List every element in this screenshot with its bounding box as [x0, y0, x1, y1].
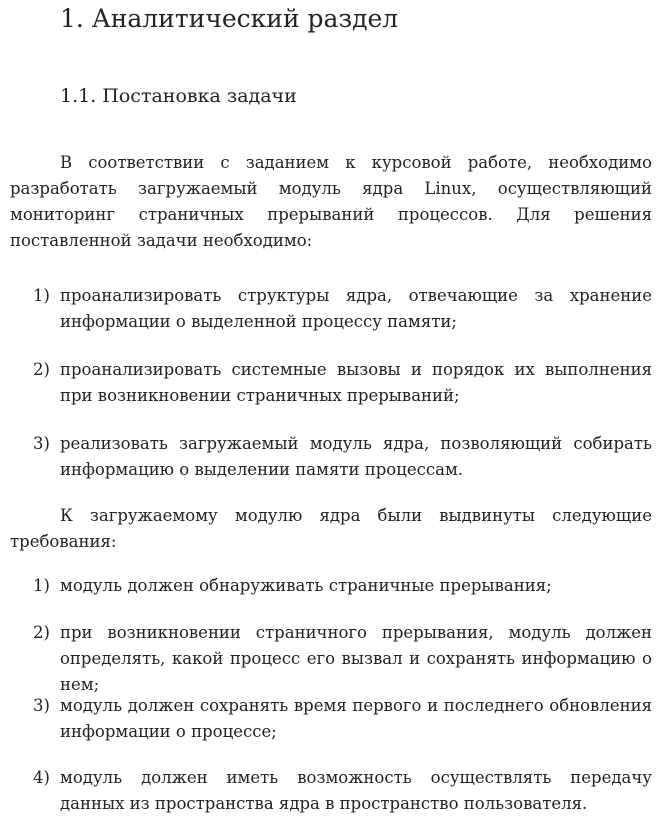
section-title: 1.1. Постановка задачи: [60, 85, 297, 107]
list-item: [0, 765, 666, 825]
list-item-number: 1): [33, 576, 50, 595]
requirements-paragraph: К загружаемому модулю ядра были выдвинуты следующие требования:: [10, 506, 652, 551]
list-item-number: 3): [33, 434, 50, 453]
list-item-number: 2): [33, 360, 50, 379]
list-item: [0, 573, 666, 620]
intro-paragraph: В соответствии с заданием к курсовой работе, необходимо разработать загружаемый модуль ядра Linux, осуществляющий мониторинг страничных прерываний процессов. Для решения поставленной задачи необходимо:: [10, 153, 652, 250]
list-item-text: проанализировать системные вызовы и порядок их выполнения при возникновении страничных прерываний;: [60, 360, 652, 405]
list-item-text: реализовать загружаемый модуль ядра, позволяющий собирать информацию о выделении памяти процессам.: [60, 434, 652, 479]
list-item: [0, 283, 666, 357]
list-item: [0, 357, 666, 431]
task-list: [0, 283, 666, 505]
chapter-title: 1. Аналитический раздел: [60, 4, 399, 33]
list-item-text: проанализировать структуры ядра, отвечающие за хранение информации о выделенной процессу памяти;: [60, 286, 652, 331]
list-item: [0, 431, 666, 505]
list-item: [0, 620, 666, 693]
requirements-list: [0, 573, 666, 825]
list-item-text: модуль должен сохранять время первого и последнего обновления информации о процессе;: [60, 696, 652, 741]
list-item-text: модуль должен обнаруживать страничные прерывания;: [60, 576, 552, 595]
list-item-number: 3): [33, 696, 50, 715]
list-item-number: 4): [33, 768, 50, 787]
list-item: [0, 693, 666, 765]
list-item-number: 2): [33, 623, 50, 642]
list-item-text: модуль должен иметь возможность осуществлять передачу данных из пространства ядра в пространство пользователя.: [60, 768, 652, 813]
list-item-text: при возникновении страничного прерывания, модуль должен определять, какой процесс его вызвал и сохранять информацию о нем;: [60, 623, 652, 694]
list-item-number: 1): [33, 286, 50, 305]
